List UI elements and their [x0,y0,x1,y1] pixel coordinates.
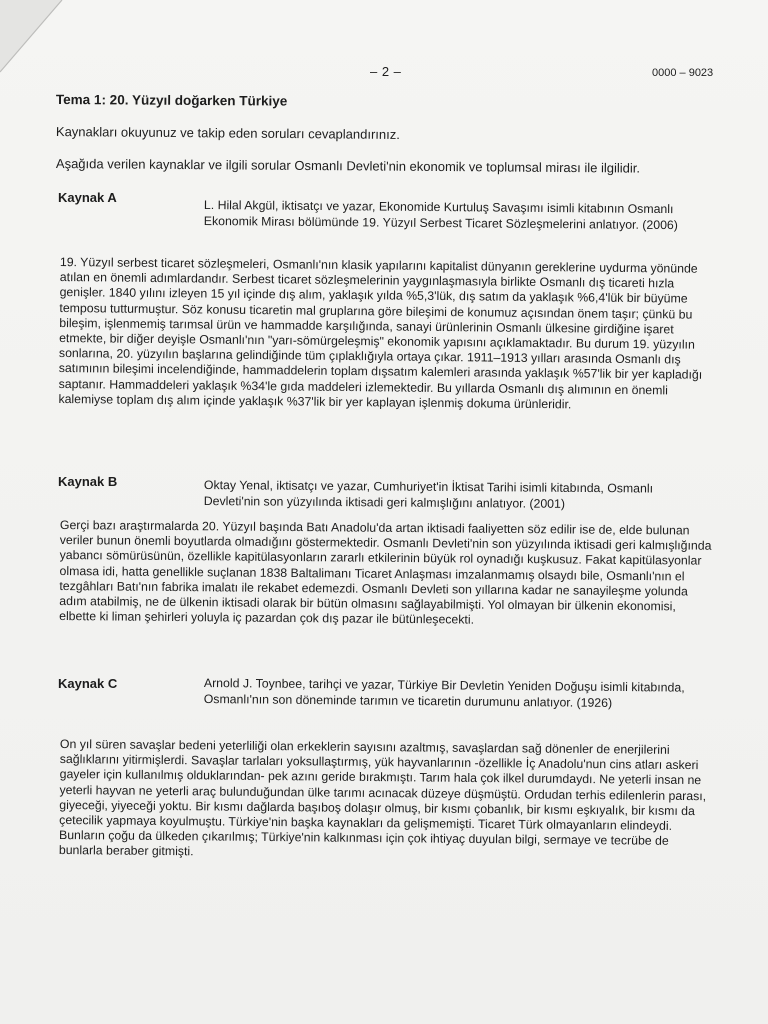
source-b-label: Kaynak B [58,474,118,489]
source-c-text: On yıl süren savaşlar bedeni yeterliliği olan erkeklerin sayısını azaltmış, savaşlardan sağ dönenler de enerjilerini sağlıklarını yitirmişlerdi. Savaşlar tarlaları yoksullaştırmış, yük hayvanlarının -özellikle İç Anadolu'nun cins atları askeri gayeler için kullanılmış olduklarından- pek azını geride bırakmıştı. Tarım hala çok ilkel durumdaydı. Ne yeterli insan ne yeterli hayvan ne yeterli araç bulunduğundan ülke tarımı acınacak düzeye düşmüştü. Ordudan terhis edilenlerin parası, giyeceği, yiyeceği yoktu. Bir kısmı dağlarda başıboş dolaşır olmuş, bir kısmı çobanlık, bir kısmı eşkıyalık, bir kısmı da çetecilik yapmaya koyulmuştu. Türkiye'nin başka kaynakları da gelişmemişti. Ticaret Türk olmayanların elindeydi. Bunların çoğu da ülkeden çıkarılmış; Türkiye'nin kalkınması için çok ihtiyaç duyulan bilgi, sermaye ve tecrübe de bunlarla beraber gitmişti. [58,737,707,859]
source-c-label: Kaynak C [58,676,118,691]
source-c-description: Arnold J. Toynbee, tarihçi ve yazar, Türkiye Bir Devletin Yeniden Doğuşu isimli kitabında, Osmanlı'nın son döneminde tarımın ve ticaretin durumunu anlatıyor. (1926) [203,675,685,710]
source-b-description: Oktay Yenal, iktisatçı ve yazar, Cumhuriyet'in İktisat Tarihi isimli kitabında, Osmanlı Devleti'nin son yüzyılında iktisadi geri kalmışlığını anlatıyor. (2001) [203,477,654,511]
instruction-read-sources: Kaynakları okuyunuz ve takip eden soruları cevaplandırınız. [55,124,400,143]
source-a-label: Kaynak A [58,190,117,205]
theme-title: Tema 1: 20. Yüzyıl doğarken Türkiye [55,92,288,109]
source-b-text: Gerçi bazı araştırmalarda 20. Yüzyıl başında Batı Anadolu'da artan iktisadi faaliyetten söz edilir ise de, elde bulunan veriler bunun önemli boyutlarda olmadığını göstermektedir. Osmanlı Devleti'nin son yüzyılında iktisadi geri kalmışlığında yabancı sömürüsünün, özellikle kapitülasyonların zararlı etkilerinin büyük rol oynadığı kuşkusuz. Fakat kapitülasyonlar olmasa idi, hatta genellikle suçlanan 1838 Baltalimanı Ticaret Anlaşması imzalanmamış olsaydı bile, Osmanlı'nın el tezgâhları Batı'nın fabrika imalatı ile rekabet edemezdi. Osmanlı Devleti son yıllarına kadar ne sanayileşme yolunda adım atabilmiş, ne de ülkenin iktisadi olarak bir bütün olmasını sağlayabilmişti. Yol olmayan bir ülkenin ekonomisi, elbette ki liman şehirleri yoluyla iç pazardan çok dış pazar ile bütünleşecekti. [59,518,712,627]
page-number: – 2 – [370,64,402,79]
source-a-description: L. Hilal Akgül, iktisatçı ve yazar, Ekonomide Kurtuluş Savaşımı isimli kitabının Osmanlı Ekonomik Mirası bölümünde 19. Yüzyıl Serbest Ticaret Sözleşmelerini anlatıyor. (2006) [203,197,678,233]
folded-corner-icon [0,0,70,80]
booklet-code: 0000 – 9023 [652,67,714,79]
instruction-context: Aşağıda verilen kaynaklar ve ilgili sorular Osmanlı Devleti'nin ekonomik ve toplumsal mirası ile ilgilidir. [55,156,641,176]
source-a-text: 19. Yüzyıl serbest ticaret sözleşmeleri, Osmanlı'nın klasik yapılarını kapitalist dünyanın gereklerine uydurma yönünde atılan en önemli adımlardandır. Serbest ticaret sözleşmelerinin yaygınlaşmasıyla birlikte Osmanlı dış ticareti hızla genişler. 1840 yılını izleyen 15 yıl içinde dış alım, yaklaşık yılda %5,3'lük, dış satım da yaklaşık %6,4'lük bir büyüme temposu tutturmuştur. Söz konusu ticaretin mal gruplarına göre bileşimi de konumuz açısından önem taşır; çünkü bu bileşim, işlenmemiş tarımsal ürün ve hammadde karşılığında, sanayi ürünlerinin Osmanlı ülkesine girdiğine işaret etmekte, bir diğer deyişle Osmanlı'nın "yarı-sömürgeleşmiş" ekonomik yapısını açıklamaktadır. Bu durum 19. yüzyılın sonlarına, 20. yüzyılın başlarına gelindiğinde tüm çıplaklığıyla ortaya çıkar. 1911–1913 yılları arasında Osmanlı dış satımının bileşimi incelendiğinde, hammaddelerin toplam dışsatım kalemleri arasında yaklaşık %57'lik bir yer kapladığı saptanır. Hammaddeleri yaklaşık %34'le gıda maddeleri izlemektedir. Bu yıllarda Osmanlı dış alımının en önemli kalemiyse toplam dış alım içinde yaklaşık %37'lik bir yer kaplayan işlenmiş dokuma ürünleridir. [58,255,703,412]
